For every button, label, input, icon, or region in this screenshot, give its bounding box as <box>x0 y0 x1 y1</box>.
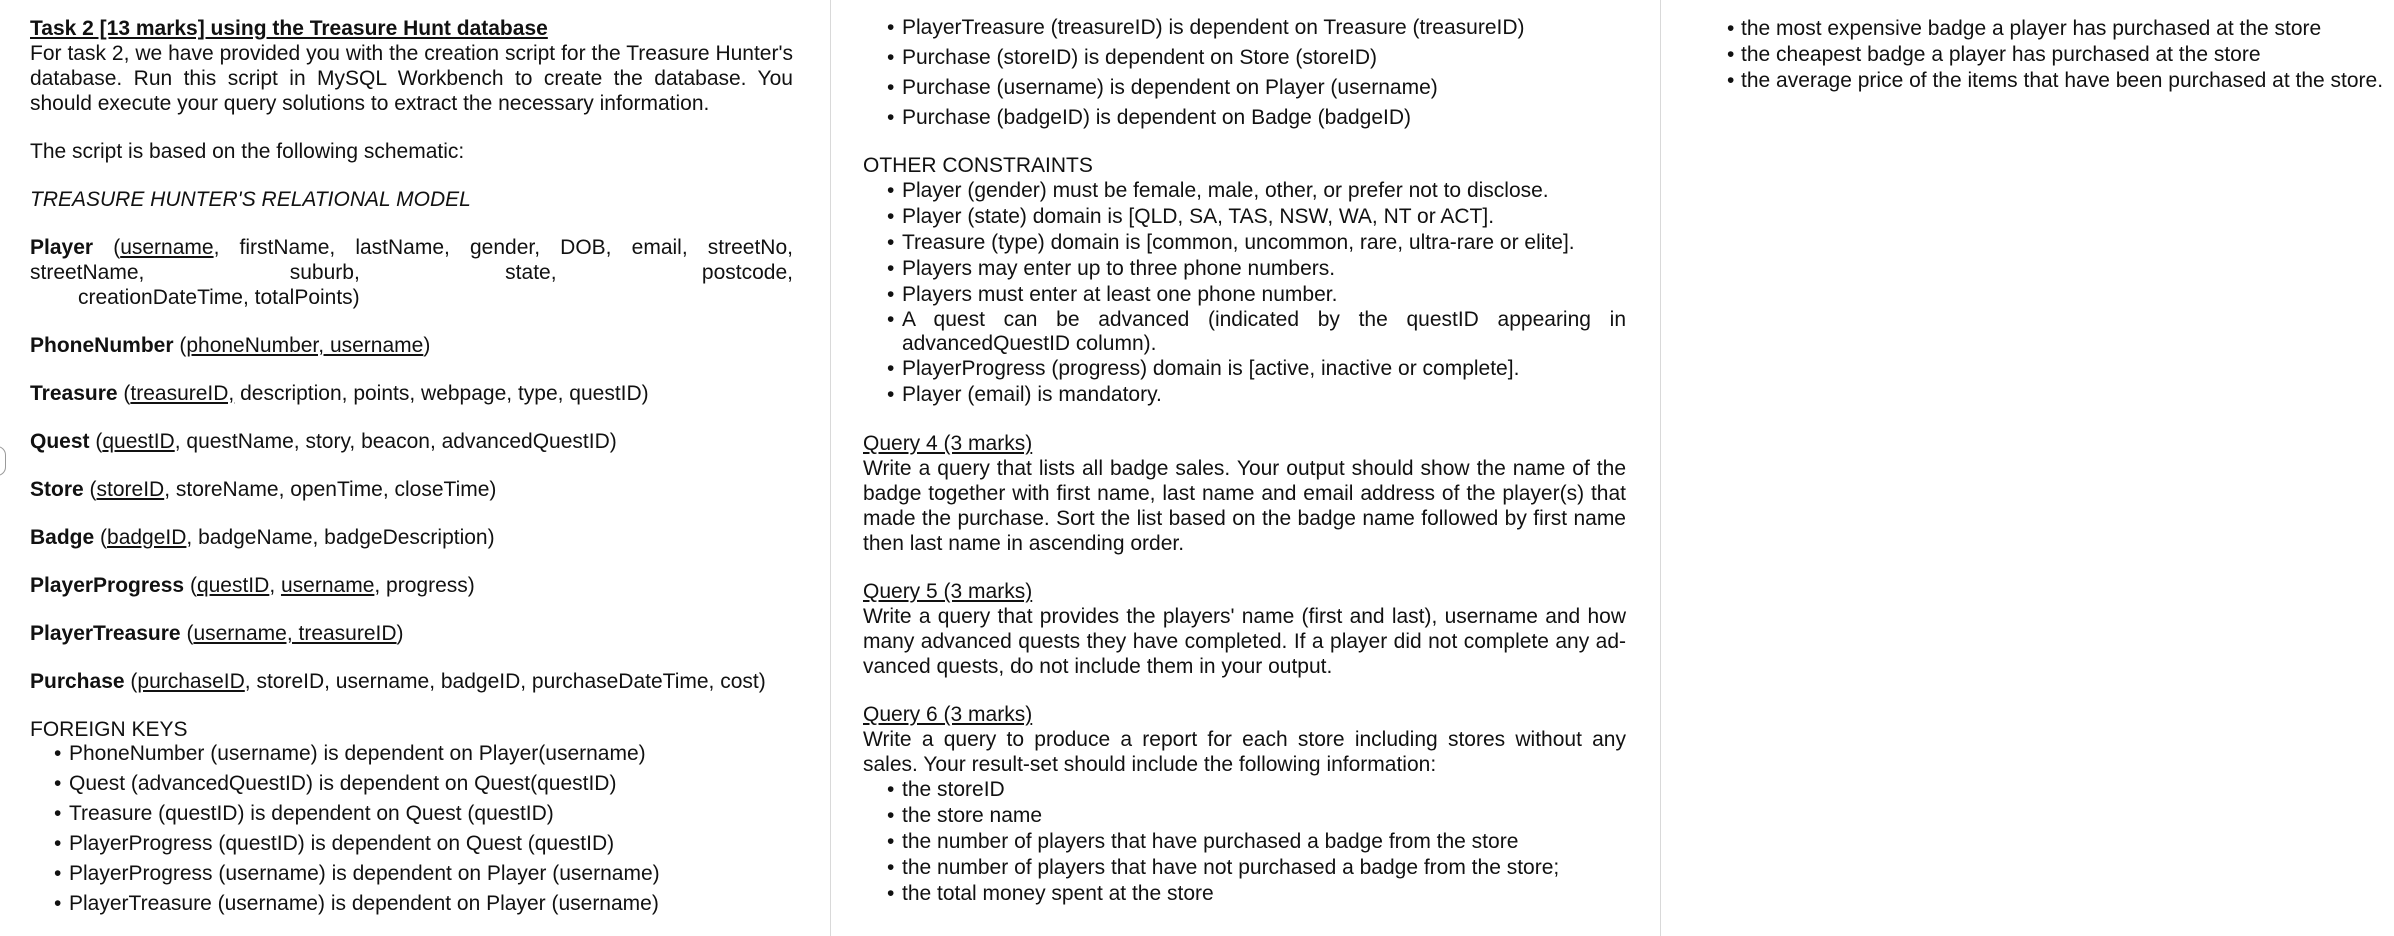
other-constraints-title: OTHER CONSTRAINTS <box>863 154 1093 177</box>
relation-name: Player <box>30 236 94 259</box>
primary-key: badgeID <box>107 526 187 549</box>
paren: ( <box>89 430 103 453</box>
list-item: • the store name <box>863 803 1660 829</box>
list-item: • the number of players that have purchased a badge from the store <box>863 829 1660 855</box>
primary-key: storeID <box>96 478 165 501</box>
list-item: • A quest can be advanced (indicated by the questID appearing in advancedQuestID column). <box>863 308 1626 356</box>
list-item: • Treasure (questID) is dependent on Quest (questID) <box>30 799 830 829</box>
list-item: • Purchase (username) is dependent on Player (username) <box>863 73 1660 103</box>
paren: ( <box>173 334 187 357</box>
attributes: , questName, story, beacon, advancedQuestID) <box>174 430 617 453</box>
list-item: • PlayerProgress (username) is dependent on Player (username) <box>30 859 830 889</box>
query-4-text: Write a query that lists all badge sales. Your output should show the name of the badge together with first name, last name and email address of the player(s) that made the purchase. Sort the list based on the badge name followed by first name then last name in ascending order. <box>863 457 1626 555</box>
schematic-intro: The script is based on the following schematic: <box>30 140 465 163</box>
list-item: • Player (state) domain is [QLD, SA, TAS, NSW, WA, NT or ACT]. <box>863 204 1626 230</box>
query-5-text: Write a query that provides the players' name (first and last), username and how many advanced quests they have completed. If a player did not complete any ad-vanced quests, do not include them in your output. <box>863 605 1626 678</box>
list-item: • Player (gender) must be female, male, other, or prefer not to disclose. <box>863 178 1626 204</box>
relation-name: PlayerProgress <box>30 574 185 597</box>
relation-store <box>30 477 830 502</box>
query-6-list-continued <box>1720 16 2394 94</box>
relation-phonenumber <box>30 333 830 358</box>
paren: ( <box>83 478 97 501</box>
primary-key: username <box>280 574 375 597</box>
paren: ( <box>184 574 197 597</box>
foreign-keys-list-continued <box>863 13 1660 133</box>
primary-key: purchaseID <box>137 670 245 693</box>
paren: ( <box>124 670 138 693</box>
list-item: • Players must enter at least one phone number. <box>863 282 1626 308</box>
attributes: ) <box>423 334 431 357</box>
relation-badge <box>30 525 830 550</box>
query-6-title: Query 6 (3 marks) <box>863 703 1033 726</box>
relation-treasure <box>30 381 830 406</box>
list-item: • Treasure (type) domain is [common, uncommon, rare, ultra-rare or elite]. <box>863 230 1626 256</box>
paren: ( <box>180 622 194 645</box>
relation-name: Store <box>30 478 84 501</box>
page-column-2 <box>830 0 1660 936</box>
paren: ( <box>117 382 131 405</box>
relation-player <box>30 235 793 285</box>
paren: ( <box>113 236 121 259</box>
foreign-keys-title: FOREIGN KEYS <box>30 718 188 741</box>
task-heading: Task 2 [13 marks] using the Treasure Hunt database <box>30 17 548 40</box>
separator: , <box>269 574 281 597</box>
relation-playertreasure <box>30 621 830 646</box>
list-item: • Player (email) is mandatory. <box>863 382 1626 408</box>
primary-key: treasureID, <box>130 382 235 405</box>
list-item: • PlayerTreasure (treasureID) is dependent on Treasure (treasureID) <box>863 13 1660 43</box>
primary-key: username, treasureID <box>193 622 397 645</box>
model-title: TREASURE HUNTER'S RELATIONAL MODEL <box>30 188 471 211</box>
attributes: description, points, webpage, type, questID) <box>234 382 649 405</box>
list-item: • the cheapest badge a player has purchased at the store <box>1720 42 2394 68</box>
page-column-3 <box>1660 0 2394 936</box>
query-6-text: Write a query to produce a report for each store including stores without any sales. Your result-set should include the following information: <box>863 728 1626 776</box>
list-item: • Quest (advancedQuestID) is dependent on Quest(questID) <box>30 769 830 799</box>
relation-name: PlayerTreasure <box>30 622 181 645</box>
query-4-title: Query 4 (3 marks) <box>863 432 1033 455</box>
relation-name: Badge <box>30 526 95 549</box>
list-item: • Purchase (storeID) is dependent on Store (storeID) <box>863 43 1660 73</box>
list-item: • Players may enter up to three phone numbers. <box>863 256 1626 282</box>
query-6-list <box>863 777 1660 907</box>
relation-name: Treasure <box>30 382 118 405</box>
primary-key: questID <box>102 430 175 453</box>
relation-name: PhoneNumber <box>30 334 174 357</box>
task-intro: For task 2, we have provided you with the creation script for the Treasure Hunter's database. Run this script in MySQL Workbench to create the database. You should execute your query solutions to extract the necessary information. <box>30 42 793 115</box>
attributes: , badgeName, badgeDescription) <box>186 526 495 549</box>
primary-key: phoneNumber, username <box>186 334 424 357</box>
relation-name: Purchase <box>30 670 125 693</box>
primary-key: questID <box>196 574 270 597</box>
relation-quest <box>30 429 830 454</box>
attributes: , progress) <box>374 574 475 597</box>
relation-name: Quest <box>30 430 90 453</box>
relation-playerprogress <box>30 573 830 598</box>
list-item: • the average price of the items that have been purchased at the store. <box>1720 68 2394 94</box>
primary-key: username <box>120 236 214 259</box>
list-item: • the total money spent at the store <box>863 881 1660 907</box>
attributes: , storeID, username, badgeID, purchaseDateTime, cost) <box>244 670 766 693</box>
attributes: ) <box>396 622 404 645</box>
list-item: • the number of players that have not purchased a badge from the store; <box>863 855 1660 881</box>
list-item: • PlayerProgress (progress) domain is [active, inactive or complete]. <box>863 356 1626 382</box>
relation-player-continued: creationDateTime, totalPoints) <box>78 286 360 309</box>
foreign-keys-list <box>30 739 830 919</box>
list-item: • the storeID <box>863 777 1660 803</box>
list-item: • PlayerTreasure (username) is dependent on Player (username) <box>30 889 830 919</box>
query-5-title: Query 5 (3 marks) <box>863 580 1033 603</box>
attributes: , storeName, openTime, closeTime) <box>164 478 497 501</box>
page-column-1 <box>0 0 830 936</box>
other-constraints-list <box>863 178 1626 408</box>
relation-purchase <box>30 669 830 694</box>
attributes: , firstName, lastName, gender, DOB, email, streetNo, streetName, suburb, state, postcode, <box>30 236 793 284</box>
list-item: • PlayerProgress (questID) is dependent on Quest (questID) <box>30 829 830 859</box>
list-item: • PhoneNumber (username) is dependent on Player(username) <box>30 739 830 769</box>
list-item: • Purchase (badgeID) is dependent on Badge (badgeID) <box>863 103 1660 133</box>
list-item: • the most expensive badge a player has purchased at the store <box>1720 16 2394 42</box>
paren: ( <box>94 526 108 549</box>
